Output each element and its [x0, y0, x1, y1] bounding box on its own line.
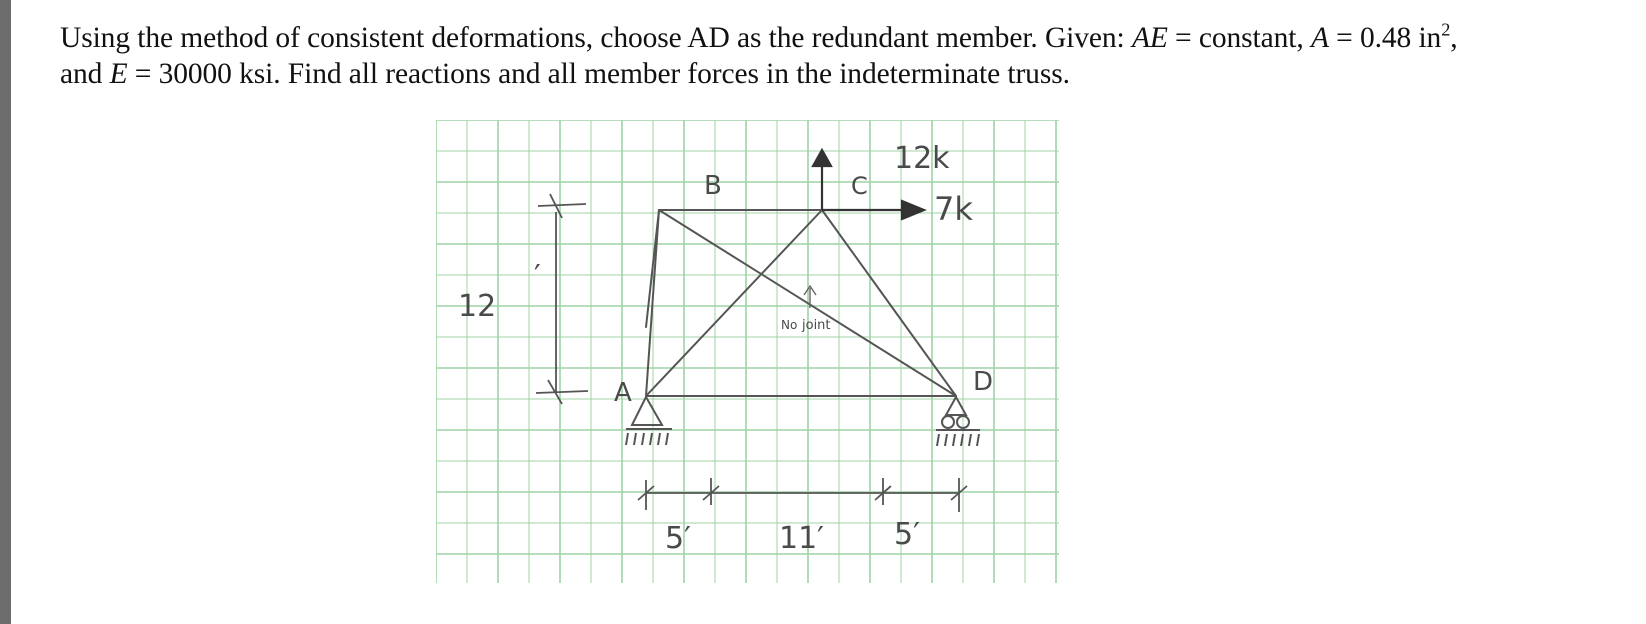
ae-symbol: AE	[1131, 22, 1168, 54]
horizontal-load-arrowhead	[902, 201, 924, 219]
ae-constant-text: = constant,	[1167, 22, 1311, 54]
problem-line-1	[60, 20, 1630, 56]
span-label-right: 5′	[894, 517, 920, 552]
problem-comma: ,	[1450, 22, 1458, 54]
vertical-load-label: 12k	[894, 141, 950, 176]
vertical-load-arrowhead	[813, 150, 831, 166]
truss-figure	[436, 120, 1059, 583]
area-value-text: = 0.48 in	[1328, 22, 1442, 54]
joint-label-c: C	[851, 172, 868, 200]
problem-text-and: and	[60, 58, 110, 90]
no-joint-pointer	[804, 286, 816, 308]
roller-support-d	[936, 397, 980, 446]
height-label-prime: ′	[534, 259, 541, 294]
problem-text-task: = 30000 ksi. Find all reactions and all member forces in the indeterminate truss.	[127, 58, 1070, 90]
span-label-left: 5′	[665, 521, 691, 556]
height-label: 12	[458, 289, 497, 324]
span-label-middle: 11′	[779, 521, 824, 556]
span-dimension	[638, 478, 967, 512]
height-dimension	[536, 194, 588, 404]
joint-label-b: B	[704, 171, 722, 201]
truss-sketch	[436, 120, 1059, 583]
problem-statement	[60, 20, 1630, 92]
no-joint-label-1: No	[781, 318, 798, 332]
problem-line-2	[60, 56, 1630, 92]
area-symbol: A	[1310, 22, 1329, 54]
no-joint-label-2: joint	[802, 318, 831, 333]
joint-label-d: D	[973, 367, 994, 397]
pin-support-a	[626, 397, 672, 445]
horizontal-load-label: 7k	[934, 190, 973, 228]
problem-text-intro: Using the method of consistent deformations, choose AD as the redundant member. Given:	[60, 22, 1132, 54]
area-unit-exponent: 2	[1441, 19, 1451, 40]
window-left-border	[0, 0, 11, 624]
joint-label-a: A	[614, 378, 632, 408]
modulus-symbol: E	[109, 58, 128, 90]
